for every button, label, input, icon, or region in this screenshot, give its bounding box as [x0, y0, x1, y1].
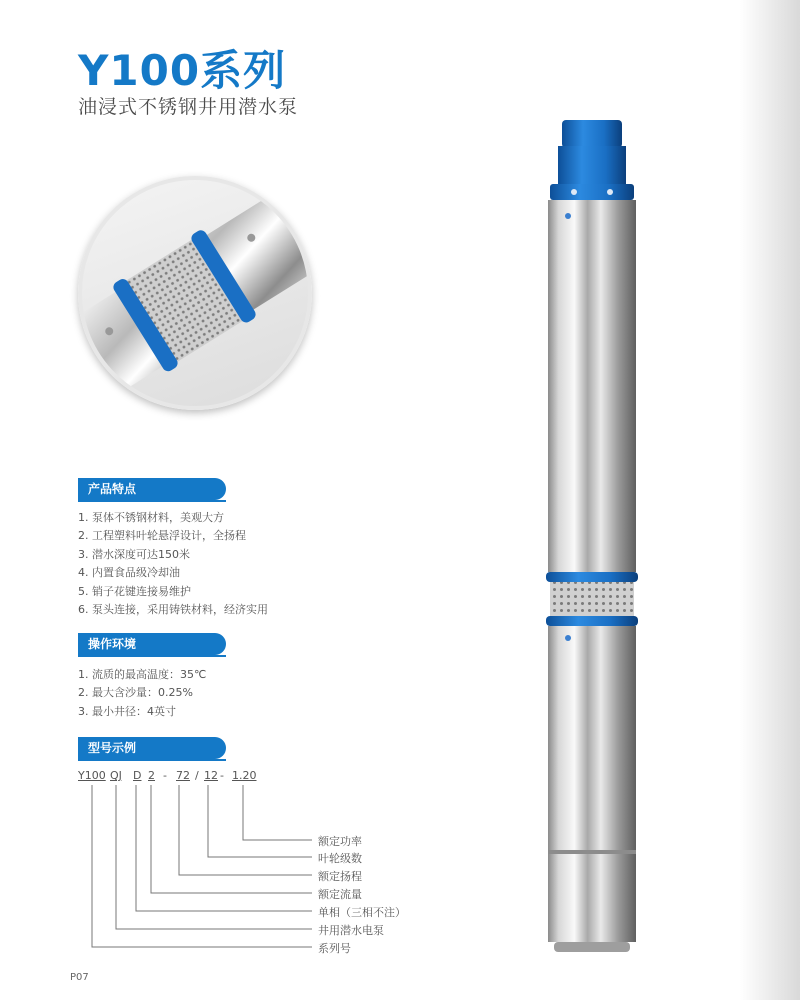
list-item: 1. 流质的最高温度：35℃: [78, 668, 207, 681]
features-heading: 产品特点: [78, 478, 226, 500]
list-item: 6. 泵头连接，采用铸铁材料，经济实用: [78, 602, 268, 616]
model-part-type: QJ: [110, 769, 122, 782]
pump-product-image: [530, 110, 650, 965]
legend-rated-flow: 额定流量: [318, 888, 362, 901]
model-part-separator: -: [163, 769, 167, 782]
legend-phase: 单相（三相不注）: [318, 906, 406, 919]
model-part-stages: 12: [204, 769, 218, 782]
environment-heading: 操作环境: [78, 633, 226, 655]
model-part-series: Y100: [78, 769, 106, 782]
legend-series: 系列号: [318, 942, 351, 955]
model-example-heading: 型号示例: [78, 737, 226, 759]
legend-pump-type: 井用潜水电泵: [318, 924, 384, 937]
list-item: 2. 最大含沙量：0.25%: [78, 686, 193, 700]
page-title: Y100系列: [78, 46, 287, 95]
model-part-power: 1.20: [232, 769, 257, 782]
model-part-separator: -: [220, 769, 224, 782]
legend-impeller-stages: 叶轮级数: [318, 852, 362, 865]
legend-rated-head: 额定扬程: [318, 870, 362, 883]
page-number: P07: [70, 972, 89, 983]
list-item: 3. 最小井径：4英寸: [78, 704, 176, 718]
list-item: 5. 销子花键连接易维护: [78, 584, 191, 598]
model-part-phase: D: [133, 769, 142, 782]
model-part-flow: 2: [148, 769, 155, 782]
model-part-head: 72: [176, 769, 190, 782]
list-item: 3. 潜水深度可达150米: [78, 547, 190, 561]
list-item: 1. 泵体不锈钢材料，美观大方: [78, 511, 224, 524]
legend-rated-power: 额定功率: [318, 835, 362, 848]
page-subtitle: 油浸式不锈钢井用潜水泵: [78, 96, 299, 118]
list-item: 4. 内置食品级冷却油: [78, 566, 180, 580]
list-item: 2. 工程塑料叶轮悬浮设计，全扬程: [78, 529, 246, 543]
model-part-separator: /: [195, 769, 199, 782]
